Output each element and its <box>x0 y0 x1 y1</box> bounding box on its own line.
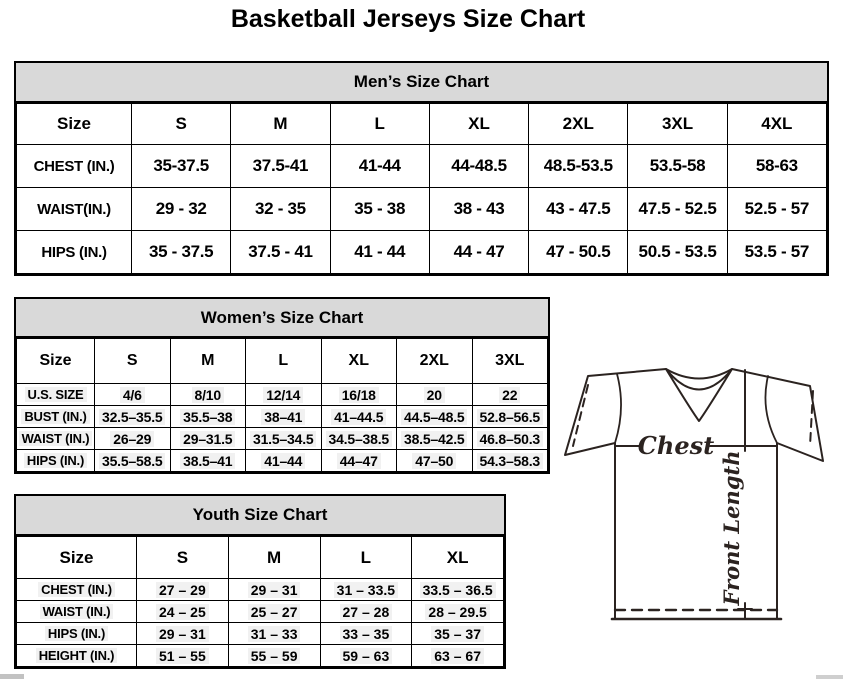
size-value-cell <box>412 579 504 601</box>
jersey-right-seam <box>765 376 777 443</box>
row-label-text: HIPS (IN.) <box>45 626 108 641</box>
size-value-text: 38–41 <box>261 409 305 425</box>
size-value-cell <box>727 231 826 274</box>
column-header: XL <box>412 537 504 579</box>
size-value-text: 47 - 50.5 <box>546 242 611 261</box>
size-value-cell <box>628 231 727 274</box>
row-label <box>17 145 132 188</box>
size-value-cell <box>321 428 397 450</box>
size-value-cell <box>330 231 429 274</box>
size-value-text: 29 - 32 <box>155 199 207 218</box>
size-value-text: 20 <box>424 387 445 403</box>
size-value-text: 35-37.5 <box>153 156 209 175</box>
row-label <box>17 384 95 406</box>
size-value-text: 32 - 35 <box>255 199 306 218</box>
size-value-cell <box>321 384 397 406</box>
mens-size-chart <box>14 61 829 276</box>
size-value-cell <box>246 384 322 406</box>
size-value-cell <box>320 623 412 645</box>
size-value-cell <box>330 145 429 188</box>
size-value-cell <box>321 450 397 472</box>
row-label <box>17 623 137 645</box>
size-value-cell <box>529 145 628 188</box>
row-label-text: HEIGHT (IN.) <box>36 648 118 663</box>
size-value-text: 24 – 25 <box>156 604 209 620</box>
size-value-text: 41-44 <box>358 156 401 175</box>
size-value-cell <box>628 188 727 231</box>
size-value-cell <box>228 645 320 667</box>
row-label <box>17 188 132 231</box>
table-row <box>17 188 827 231</box>
size-value-text: 35 - 38 <box>354 199 406 218</box>
mens-table <box>16 103 827 274</box>
size-value-text: 52.8–56.5 <box>477 409 543 425</box>
size-value-text: 44-48.5 <box>451 156 507 175</box>
size-value-text: 55 – 59 <box>248 648 301 664</box>
size-value-text: 27 – 28 <box>340 604 393 620</box>
size-value-cell <box>727 188 826 231</box>
column-header: S <box>95 339 171 384</box>
column-header: 4XL <box>727 104 826 145</box>
row-label <box>17 645 137 667</box>
size-value-cell <box>228 601 320 623</box>
row-label <box>17 406 95 428</box>
table-row <box>17 406 548 428</box>
row-label <box>17 601 137 623</box>
size-value-text: 32.5–35.5 <box>99 409 165 425</box>
column-header: L <box>320 537 412 579</box>
size-value-cell <box>246 450 322 472</box>
row-label-text: HIPS (IN.) <box>24 453 87 468</box>
size-value-text: 44 - 47 <box>453 242 505 261</box>
size-value-cell <box>231 145 330 188</box>
size-value-text: 25 – 27 <box>248 604 301 620</box>
size-value-text: 48.5-53.5 <box>543 156 613 175</box>
size-value-text: 59 – 63 <box>340 648 393 664</box>
table-row <box>17 645 504 667</box>
size-value-cell <box>95 428 171 450</box>
page-title: Basketball Jerseys Size Chart <box>230 5 586 33</box>
size-value-text: 4/6 <box>120 387 145 403</box>
womens-table-caption: Women’s Size Chart <box>16 299 548 338</box>
size-value-text: 53.5-58 <box>649 156 706 175</box>
size-value-text: 37.5 - 41 <box>248 242 313 261</box>
size-value-cell <box>137 645 229 667</box>
size-value-cell <box>412 601 504 623</box>
size-value-text: 41–44 <box>261 453 305 469</box>
jersey-left-cuff-dashes <box>573 385 588 446</box>
size-value-cell <box>132 231 231 274</box>
column-header: 3XL <box>628 104 727 145</box>
size-value-text: 38.5–42.5 <box>401 431 467 447</box>
size-value-cell <box>228 623 320 645</box>
size-value-text: 29 – 31 <box>156 626 209 642</box>
size-value-text: 31.5–34.5 <box>250 431 316 447</box>
header-row <box>17 537 504 579</box>
size-value-text: 46.8–50.3 <box>477 431 543 447</box>
table-row <box>17 601 504 623</box>
column-header: XL <box>321 339 397 384</box>
table-row <box>17 579 504 601</box>
size-value-text: 35.5–58.5 <box>99 453 165 469</box>
row-label-text: WAIST (IN.) <box>19 431 93 446</box>
size-value-cell <box>95 384 171 406</box>
jersey-left-outline <box>565 369 666 619</box>
size-value-cell <box>321 406 397 428</box>
size-value-cell <box>472 384 548 406</box>
table-row <box>17 231 827 274</box>
size-value-cell <box>472 428 548 450</box>
size-value-text: 27 – 29 <box>156 582 209 598</box>
size-value-text: 28 – 29.5 <box>425 604 489 620</box>
size-value-text: 12/14 <box>263 387 303 403</box>
row-label <box>17 450 95 472</box>
table-row <box>17 450 548 472</box>
row-label-text: WAIST (IN.) <box>40 604 114 619</box>
size-value-cell <box>170 428 246 450</box>
size-value-text: 35 – 37 <box>431 626 484 642</box>
header-row <box>17 104 827 145</box>
size-value-text: 41 - 44 <box>354 242 406 261</box>
size-value-cell <box>228 579 320 601</box>
size-column-header: Size <box>17 339 95 384</box>
size-value-text: 8/10 <box>192 387 224 403</box>
size-value-text: 38 - 43 <box>453 199 505 218</box>
size-value-cell <box>170 384 246 406</box>
row-label <box>17 428 95 450</box>
size-column-header: Size <box>17 537 137 579</box>
size-value-cell <box>412 623 504 645</box>
jersey-diagram <box>556 358 838 650</box>
size-value-cell <box>429 188 528 231</box>
size-value-cell <box>246 428 322 450</box>
column-header: M <box>170 339 246 384</box>
size-value-cell <box>231 188 330 231</box>
size-value-text: 31 – 33.5 <box>334 582 398 598</box>
size-value-text: 26–29 <box>110 431 154 447</box>
row-label <box>17 579 137 601</box>
size-value-text: 38.5–41 <box>180 453 235 469</box>
size-column-header: Size <box>17 104 132 145</box>
size-value-cell <box>628 145 727 188</box>
size-value-cell <box>397 428 473 450</box>
size-value-text: 33 – 35 <box>340 626 393 642</box>
column-header: L <box>246 339 322 384</box>
size-value-cell <box>529 231 628 274</box>
chest-label: Chest <box>637 431 715 460</box>
size-value-cell <box>397 384 473 406</box>
size-value-cell <box>330 188 429 231</box>
size-value-text: 41–44.5 <box>331 409 386 425</box>
row-label-text: CHEST (IN.) <box>38 582 115 597</box>
jersey-illustration <box>556 358 838 650</box>
row-label <box>17 231 132 274</box>
column-header: M <box>231 104 330 145</box>
table-row <box>17 623 504 645</box>
size-value-text: 33.5 – 36.5 <box>420 582 496 598</box>
column-header: S <box>137 537 229 579</box>
column-header: S <box>132 104 231 145</box>
jersey-left-seam <box>615 374 621 443</box>
size-value-cell <box>429 145 528 188</box>
jersey-collar <box>666 369 732 421</box>
size-value-cell <box>397 406 473 428</box>
row-label-text: WAIST(IN.) <box>37 200 111 218</box>
size-value-text: 54.3–58.3 <box>477 453 543 469</box>
size-value-cell <box>170 406 246 428</box>
header-row <box>17 339 548 384</box>
size-value-cell <box>246 406 322 428</box>
size-value-text: 47–50 <box>412 453 456 469</box>
womens-size-chart <box>14 297 550 474</box>
size-value-text: 47.5 - 52.5 <box>638 199 717 218</box>
size-value-cell <box>412 645 504 667</box>
size-value-text: 29–31.5 <box>180 431 235 447</box>
column-header: XL <box>429 104 528 145</box>
size-value-text: 35.5–38 <box>180 409 235 425</box>
size-value-text: 50.5 - 53.5 <box>638 242 717 261</box>
column-header: L <box>330 104 429 145</box>
size-value-cell <box>320 579 412 601</box>
mens-table-caption: Men’s Size Chart <box>16 63 827 103</box>
size-value-text: 31 – 33 <box>248 626 301 642</box>
size-value-text: 44.5–48.5 <box>401 409 467 425</box>
size-value-cell <box>132 145 231 188</box>
size-value-text: 29 – 31 <box>248 582 301 598</box>
column-header: 2XL <box>529 104 628 145</box>
size-value-text: 52.5 - 57 <box>744 199 810 218</box>
horizontal-scrollbar-thumb-fragment-left[interactable] <box>0 674 24 679</box>
size-value-cell <box>472 406 548 428</box>
size-value-text: 63 – 67 <box>431 648 484 664</box>
size-value-cell <box>137 623 229 645</box>
column-header: M <box>228 537 320 579</box>
size-value-text: 51 – 55 <box>156 648 209 664</box>
column-header: 3XL <box>472 339 548 384</box>
size-value-cell <box>727 145 826 188</box>
row-label-text: U.S. SIZE <box>25 387 87 402</box>
size-value-text: 34.5–38.5 <box>326 431 392 447</box>
row-label-text: HIPS (IN.) <box>41 243 107 261</box>
table-row <box>17 428 548 450</box>
column-header: 2XL <box>397 339 473 384</box>
size-value-text: 58-63 <box>755 156 798 175</box>
size-value-text: 43 - 47.5 <box>546 199 611 218</box>
size-value-text: 53.5 - 57 <box>744 242 810 261</box>
horizontal-scrollbar-thumb-fragment-right[interactable] <box>816 675 843 679</box>
size-value-cell <box>320 601 412 623</box>
size-value-cell <box>170 450 246 472</box>
size-value-text: 22 <box>499 387 520 403</box>
table-row <box>17 145 827 188</box>
front-length-label: Front Length <box>719 450 744 606</box>
youth-table <box>16 536 504 667</box>
size-value-text: 16/18 <box>339 387 379 403</box>
womens-table <box>16 338 548 472</box>
size-value-text: 37.5-41 <box>252 156 309 175</box>
size-value-text: 44–47 <box>337 453 381 469</box>
size-value-cell <box>137 579 229 601</box>
size-value-cell <box>472 450 548 472</box>
size-value-cell <box>231 231 330 274</box>
row-label-text: BUST (IN.) <box>21 409 89 424</box>
size-value-cell <box>529 188 628 231</box>
youth-size-chart <box>14 494 506 669</box>
size-value-cell <box>95 450 171 472</box>
size-value-cell <box>132 188 231 231</box>
size-value-cell <box>397 450 473 472</box>
size-value-text: 35 - 37.5 <box>148 242 214 261</box>
row-label-text: CHEST (IN.) <box>33 157 115 175</box>
size-value-cell <box>137 601 229 623</box>
size-value-cell <box>429 231 528 274</box>
youth-table-caption: Youth Size Chart <box>16 496 504 536</box>
table-row <box>17 384 548 406</box>
size-value-cell <box>95 406 171 428</box>
size-value-cell <box>320 645 412 667</box>
